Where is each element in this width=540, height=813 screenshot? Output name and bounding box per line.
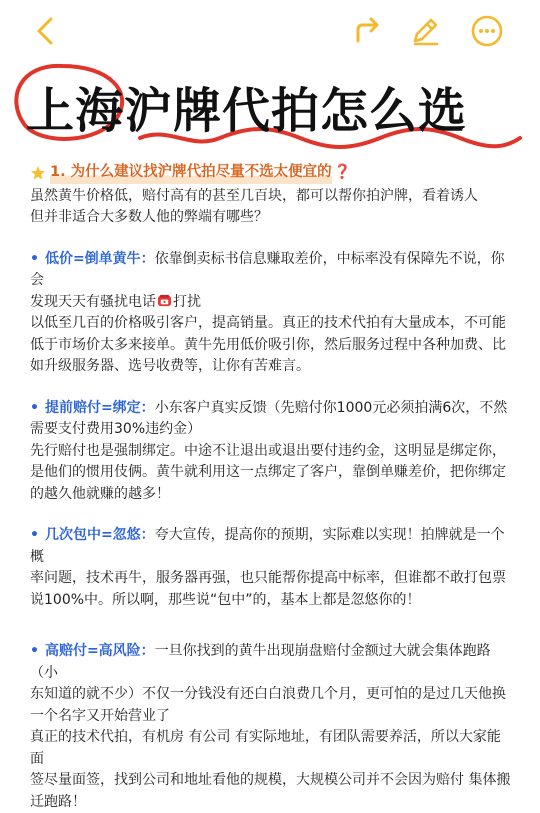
- redo-arrow-icon: [350, 14, 384, 48]
- redo-button[interactable]: [350, 14, 384, 48]
- list-item: [30, 525, 514, 611]
- pencil-icon: [408, 14, 442, 48]
- list-item: [30, 249, 514, 378]
- item-line: 如升级服务器、选号收费等，让你有苦难言。: [30, 356, 514, 378]
- item-line: 迁跑路！: [30, 792, 514, 813]
- item-keyword: 提前赔付=绑定：: [45, 400, 155, 416]
- title-block: [0, 58, 540, 150]
- telephone-icon: [157, 293, 172, 308]
- top-toolbar: [0, 0, 540, 64]
- item-line: 的越久他就赚的越多！: [30, 484, 514, 506]
- item-text: 小东客户真实反馈（先赔付你1000元必须拍满6次，不然: [155, 400, 508, 416]
- bullet: •: [30, 251, 39, 267]
- section-heading: 1. 为什么建议找沪牌代拍尽量不选太便宜的: [50, 162, 332, 184]
- article-body: [30, 162, 514, 813]
- item-keyword: 低价=倒单黄牛：: [45, 251, 155, 267]
- item-line: 说100%中。所以啊，那些说“包中”的，基本上都是忽悠你的！: [30, 590, 514, 612]
- list-item: [30, 398, 514, 506]
- page-title: 上海沪牌代拍怎么选: [26, 72, 526, 141]
- item-line: 以低至几百的价格吸引客户，提高销量。真正的技术代拍有大量成本，不可能: [30, 313, 514, 335]
- item-text: 打扰: [173, 294, 201, 310]
- item-text: 依靠倒卖标书信息赚取差价，中标率没有保障先不说，你会: [30, 251, 505, 289]
- item-line: 率问题，技术再牛，服务器再强，也只能帮你提高中标率，但谁都不敢打包票: [30, 568, 514, 590]
- item-line: 是他们的惯用伎俩。黄牛就利用这一点绑定了客户，靠倒单赚差价，把你绑定: [30, 462, 514, 484]
- item-text: 发现天天有骚扰电话: [30, 294, 156, 310]
- more-dots-icon: [470, 14, 504, 48]
- item-line: 需要支付费用30%违约金）: [30, 419, 514, 441]
- item-line: 一个名字又开始营业了: [30, 706, 514, 728]
- item-line: 签尽量面签，找到公司和地址看他的规模，大规模公司并不会因为赔付 集体搬: [30, 770, 514, 792]
- bullet: •: [30, 527, 39, 543]
- item-keyword: 高赔付=高风险：: [45, 643, 155, 659]
- item-line: 东知道的就不少）不仅一分钱没有还白白浪费几个月，更可怕的是过几天他换: [30, 684, 514, 706]
- chevron-left-icon: [30, 14, 64, 48]
- list-item: [30, 641, 514, 813]
- section-heading-line: [30, 162, 514, 184]
- intro-line: 虽然黄牛价格低，赔付高有的甚至几百块，都可以帮你拍沪牌，看着诱人: [30, 186, 514, 208]
- item-keyword: 几次包中=忽悠：: [45, 527, 155, 543]
- edit-button[interactable]: [408, 14, 442, 48]
- more-button[interactable]: [470, 14, 504, 48]
- bullet: •: [30, 643, 39, 659]
- bullet: •: [30, 400, 39, 416]
- intro-line: 但并非适合大多数人他的弊端有哪些？: [30, 207, 514, 229]
- back-button[interactable]: [30, 14, 64, 48]
- item-line: 低于市场价太多来接单。黄牛先用低价吸引你，然后服务过程中各种加费、比: [30, 335, 514, 357]
- item-text: 一旦你找到的黄牛出现崩盘赔付金额过大就会集体跑路（小: [30, 643, 491, 681]
- item-text: 夸大宣传，提高你的预期，实际难以实现！拍牌就是一个概: [30, 527, 505, 565]
- star-icon: [30, 165, 46, 181]
- item-line: 真正的技术代拍，有机房 有公司 有实际地址，有团队需要养活，所以大家能面: [30, 727, 514, 770]
- item-line: 先行赔付也是强制绑定。中途不让退出或退出要付违约金，这明显是绑定你，: [30, 441, 514, 463]
- question-mark-icon: ❓: [334, 162, 351, 184]
